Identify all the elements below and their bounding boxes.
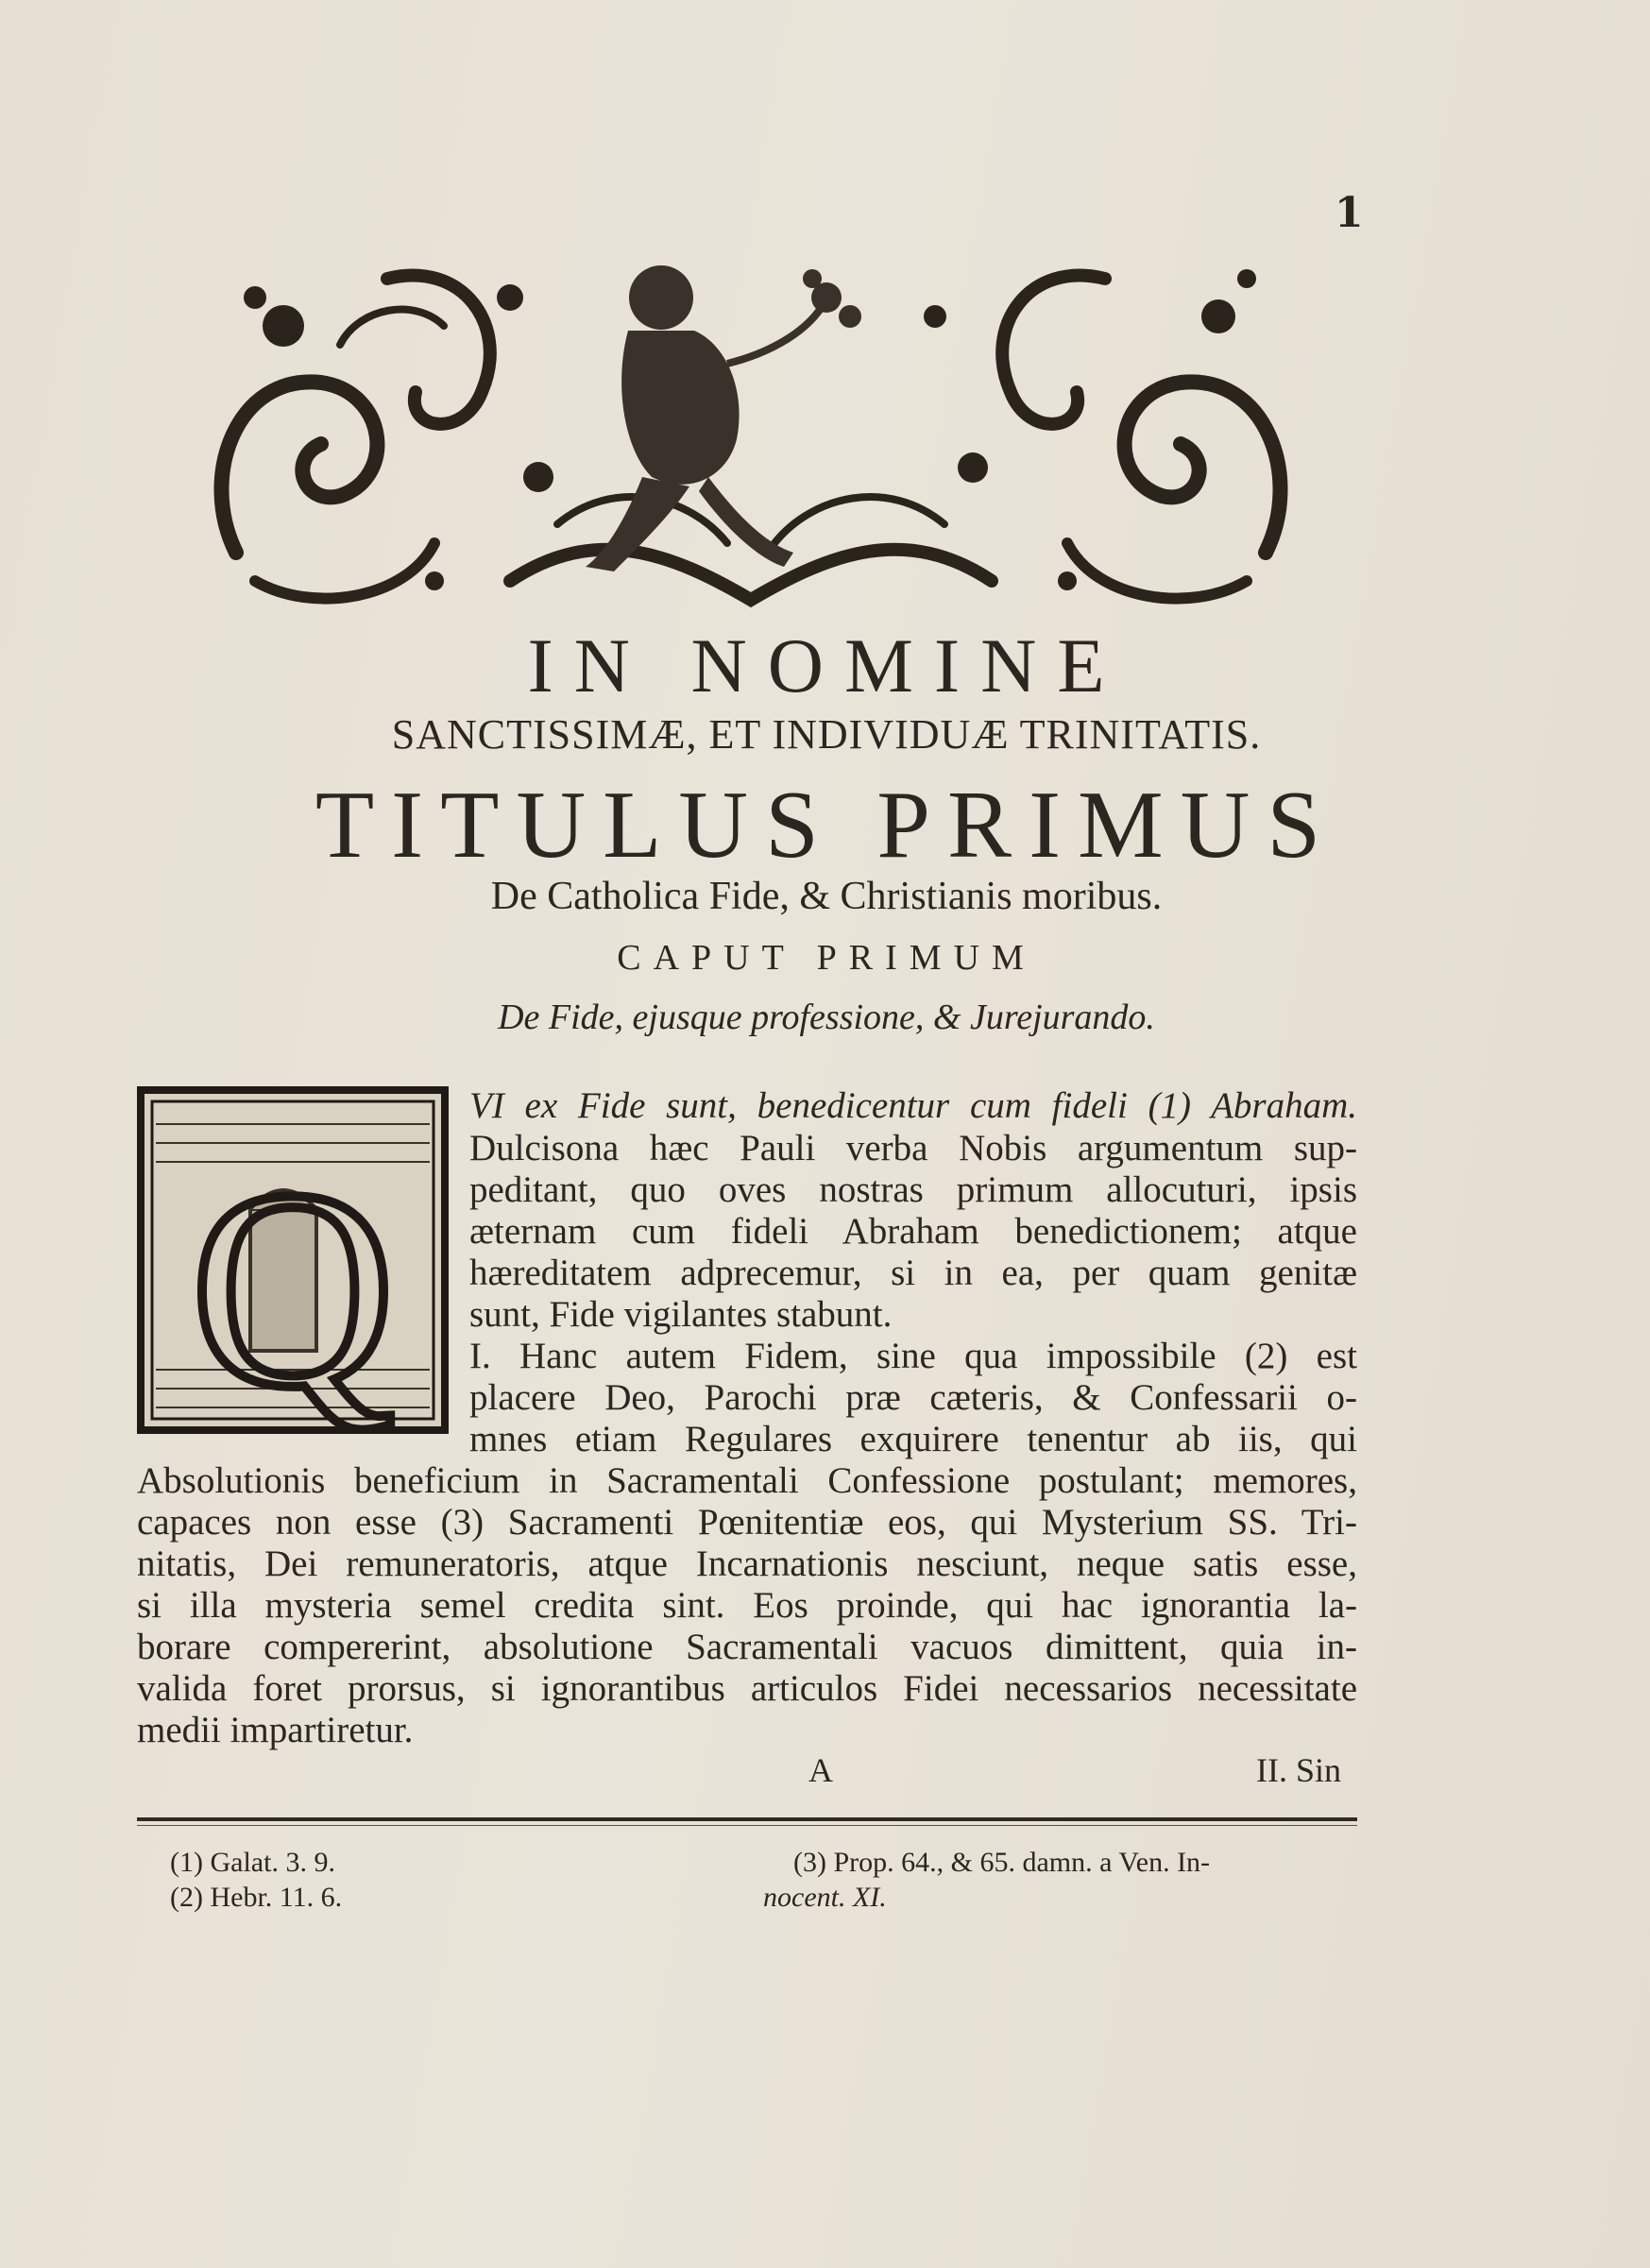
- body-line: hæreditatem adprecemur, si in ea, per quam genitæ: [469, 1253, 1357, 1293]
- footnote-3-continuation: nocent. XI.: [763, 1882, 887, 1913]
- footnote-1: (1) Galat. 3. 9.: [170, 1847, 335, 1878]
- footnote-rule: [137, 1817, 1357, 1821]
- body-line: medii impartiretur.: [137, 1710, 414, 1750]
- body-line: VI ex Fide sunt, benedicentur cum fideli (1) Abraham.: [469, 1085, 1357, 1126]
- body-line: placere Deo, Parochi præ cæteris, & Confessarii o-: [469, 1377, 1357, 1418]
- decorated-initial: [137, 1086, 449, 1434]
- catchword: II. Sin: [1256, 1751, 1341, 1789]
- footnote-rule-thin: [137, 1825, 1357, 1826]
- signature-mark: A: [808, 1751, 833, 1789]
- initial-letter: Q: [190, 1132, 396, 1434]
- ornamental-headpiece: [198, 241, 1303, 619]
- body-line: borare compererint, absolutione Sacramentali vacuos dimittent, quia in-: [137, 1627, 1357, 1667]
- body-line: mnes etiam Regulares exquirere tenentur ab iis, qui: [469, 1419, 1357, 1459]
- chapter-heading: CAPUT PRIMUM: [617, 938, 1036, 978]
- body-line: æternam cum fideli Abraham benedictionem; atque: [469, 1211, 1357, 1252]
- body-line: I. Hanc autem Fidem, sine qua impossibile (2) est: [469, 1336, 1357, 1376]
- body-line: capaces non esse (3) Sacramenti Pœnitentiæ eos, qui Mysterium SS. Tri-: [137, 1502, 1357, 1543]
- invocation-subheading: SANCTISSIMÆ, ET INDIVIDUÆ TRINITATIS.: [391, 711, 1262, 758]
- footnote-2: (2) Hebr. 11. 6.: [170, 1882, 343, 1913]
- body-line: Dulcisona hæc Pauli verba Nobis argumentum sup-: [469, 1128, 1357, 1168]
- body-line: si illa mysteria semel credita sint. Eos proinde, qui hac ignorantia la-: [137, 1585, 1357, 1626]
- body-line: valida foret prorsus, si ignorantibus articulos Fidei necessarios necessitate: [137, 1668, 1357, 1709]
- title-heading: TITULUS PRIMUS: [315, 772, 1338, 878]
- title-subheading: De Catholica Fide, & Christianis moribus.: [490, 875, 1163, 918]
- body-line: peditant, quo oves nostras primum allocuturi, ipsis: [469, 1169, 1357, 1210]
- body-line: nitatis, Dei remuneratoris, atque Incarnationis nesciunt, neque satis esse,: [137, 1543, 1357, 1584]
- body-line: Absolutionis beneficium in Sacramentali Confessione postulant; memores,: [137, 1460, 1357, 1501]
- invocation-heading: IN NOMINE: [527, 622, 1126, 708]
- footnote-3: (3) Prop. 64., & 65. damn. a Ven. In-: [793, 1847, 1211, 1878]
- page-number: 1: [1335, 189, 1364, 237]
- body-line: sunt, Fide vigilantes stabunt.: [469, 1294, 893, 1335]
- chapter-subheading: De Fide, ejusque professione, & Jurejurando.: [498, 998, 1155, 1037]
